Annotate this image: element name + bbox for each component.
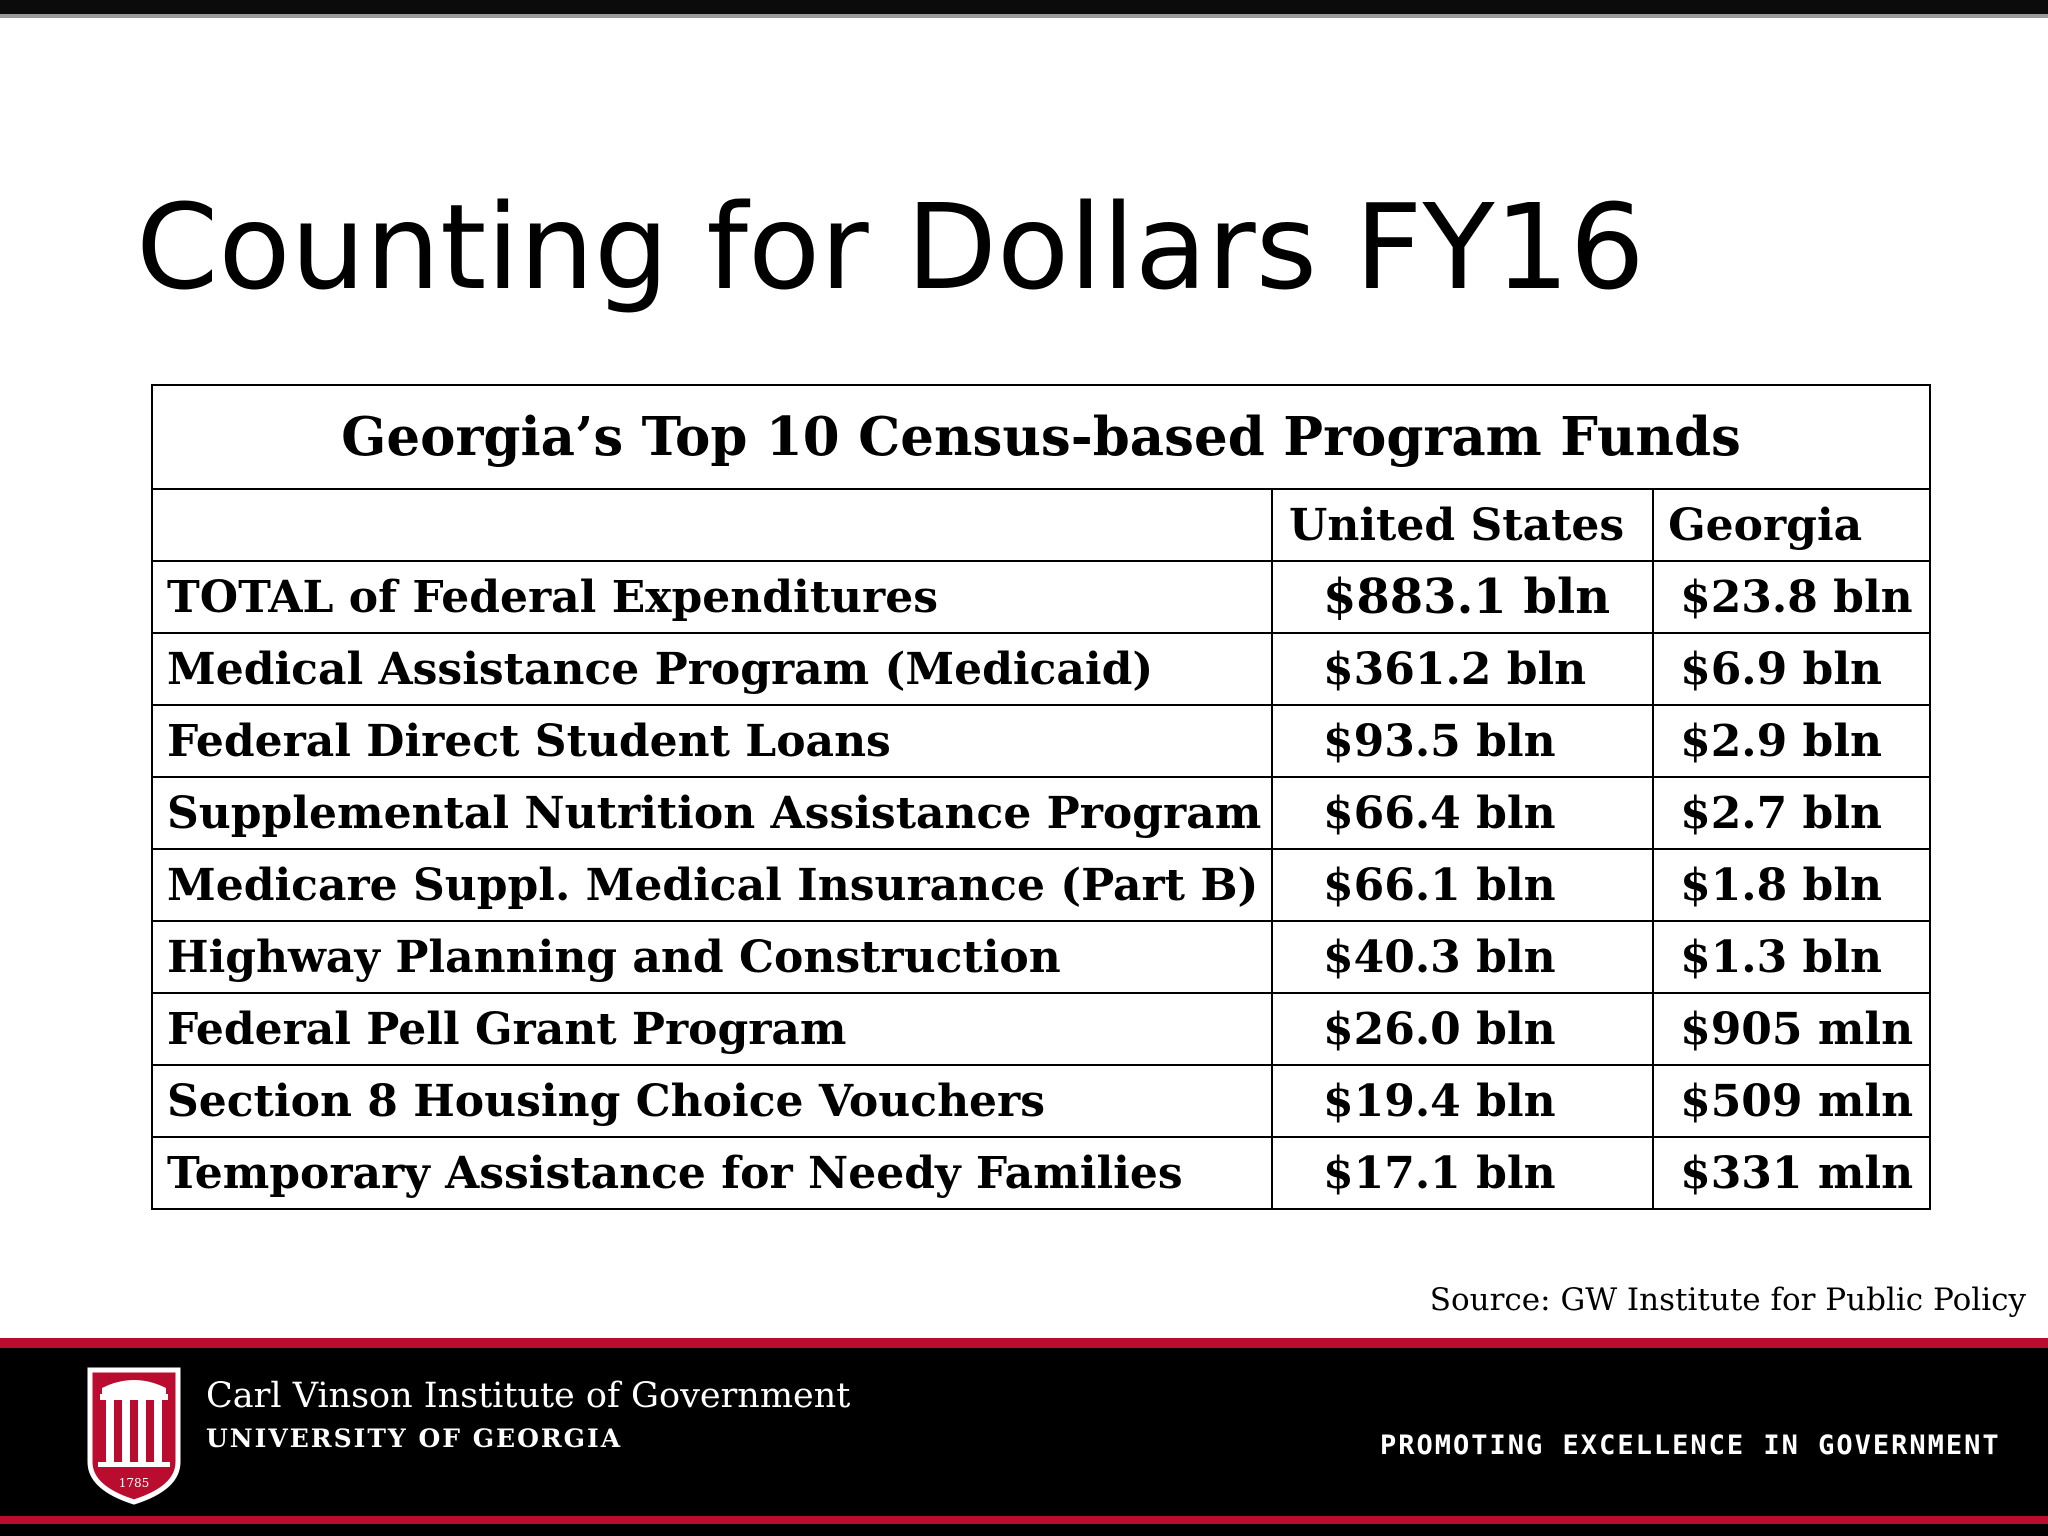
program-name: Federal Pell Grant Program bbox=[152, 993, 1272, 1065]
program-funds-table bbox=[151, 384, 1931, 1210]
slide-title: Counting for Dollars FY16 bbox=[136, 178, 1645, 316]
us-value: $40.3 bln bbox=[1272, 921, 1653, 993]
program-name: Medicare Suppl. Medical Insurance (Part B) bbox=[152, 849, 1272, 921]
table-row bbox=[152, 705, 1930, 777]
footer-bottom-edge bbox=[0, 1524, 2048, 1536]
header-georgia: Georgia bbox=[1653, 489, 1930, 561]
us-value: $17.1 bln bbox=[1272, 1137, 1653, 1209]
table-row bbox=[152, 993, 1930, 1065]
georgia-value: $23.8 bln bbox=[1653, 561, 1930, 633]
table-row bbox=[152, 1065, 1930, 1137]
footer-red-stripe bbox=[0, 1338, 2048, 1348]
university-name: UNIVERSITY OF GEORGIA bbox=[206, 1424, 623, 1453]
program-name: Supplemental Nutrition Assistance Program bbox=[152, 777, 1272, 849]
top-border bbox=[0, 0, 2048, 14]
georgia-value: $1.3 bln bbox=[1653, 921, 1930, 993]
us-value: $66.1 bln bbox=[1272, 849, 1653, 921]
source-note: Source: GW Institute for Public Policy bbox=[1429, 1282, 2026, 1318]
georgia-value: $2.7 bln bbox=[1653, 777, 1930, 849]
us-value: $66.4 bln bbox=[1272, 777, 1653, 849]
footer-red-stripe-bottom bbox=[0, 1516, 2048, 1524]
uga-arch-logo-icon bbox=[84, 1366, 184, 1506]
table-row bbox=[152, 777, 1930, 849]
program-name: Medical Assistance Program (Medicaid) bbox=[152, 633, 1272, 705]
georgia-value: $509 mln bbox=[1653, 1065, 1930, 1137]
program-name: Federal Direct Student Loans bbox=[152, 705, 1272, 777]
table-row bbox=[152, 921, 1930, 993]
table-row bbox=[152, 561, 1930, 633]
top-border-accent bbox=[0, 14, 2048, 18]
georgia-value: $1.8 bln bbox=[1653, 849, 1930, 921]
table-caption: Georgia’s Top 10 Census-based Program Funds bbox=[152, 385, 1930, 489]
program-name: Section 8 Housing Choice Vouchers bbox=[152, 1065, 1272, 1137]
georgia-value: $2.9 bln bbox=[1653, 705, 1930, 777]
header-united-states: United States bbox=[1272, 489, 1653, 561]
table-row bbox=[152, 1137, 1930, 1209]
logo-year: 1785 bbox=[118, 1476, 150, 1490]
table-header-row bbox=[152, 489, 1930, 561]
program-name: Highway Planning and Construction bbox=[152, 921, 1272, 993]
table-row bbox=[152, 849, 1930, 921]
institute-name: Carl Vinson Institute of Government bbox=[206, 1376, 851, 1416]
footer-tagline: PROMOTING EXCELLENCE IN GOVERNMENT bbox=[1380, 1430, 2001, 1461]
header-program bbox=[152, 489, 1272, 561]
us-value: $26.0 bln bbox=[1272, 993, 1653, 1065]
georgia-value: $331 mln bbox=[1653, 1137, 1930, 1209]
georgia-value: $905 mln bbox=[1653, 993, 1930, 1065]
georgia-value: $6.9 bln bbox=[1653, 633, 1930, 705]
program-name: Temporary Assistance for Needy Families bbox=[152, 1137, 1272, 1209]
us-value: $883.1 bln bbox=[1272, 561, 1653, 633]
us-value: $361.2 bln bbox=[1272, 633, 1653, 705]
table-row bbox=[152, 633, 1930, 705]
us-value: $93.5 bln bbox=[1272, 705, 1653, 777]
table-caption-row bbox=[152, 385, 1930, 489]
us-value: $19.4 bln bbox=[1272, 1065, 1653, 1137]
program-name: TOTAL of Federal Expenditures bbox=[152, 561, 1272, 633]
